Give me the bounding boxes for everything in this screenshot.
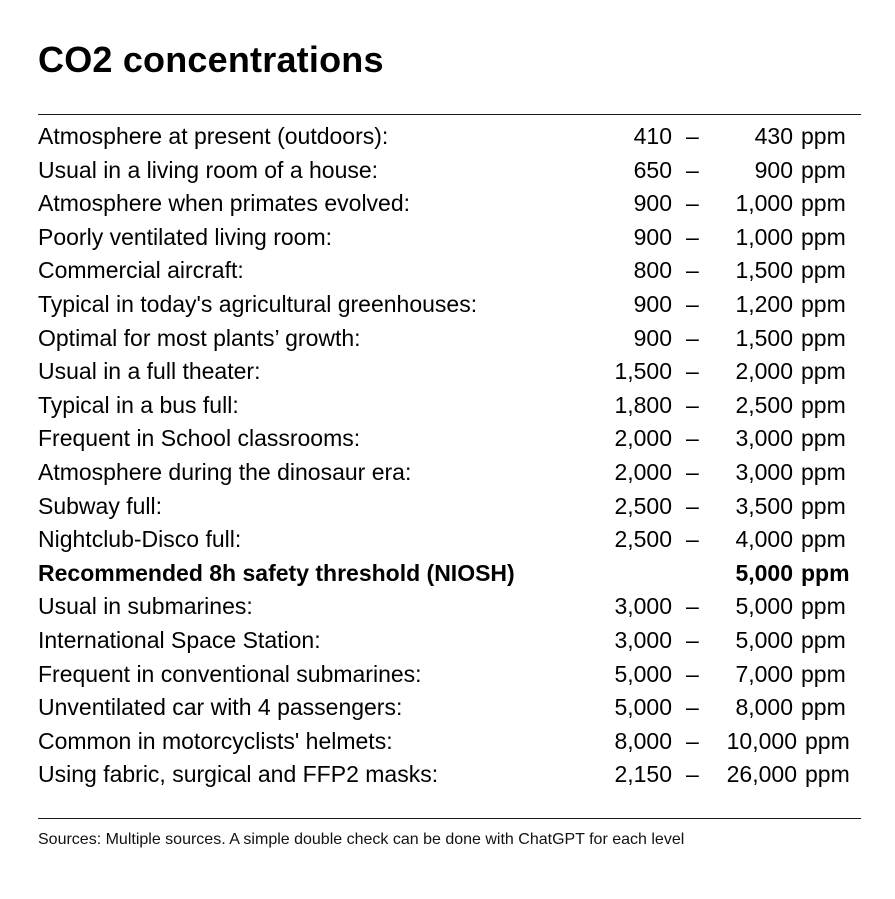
range-low: 1,800 xyxy=(614,391,672,418)
range-high: 2,000 xyxy=(735,358,793,385)
range-high: 8,000 xyxy=(735,694,793,721)
unit-label: ppm xyxy=(801,290,846,317)
table-row xyxy=(0,590,895,624)
range-dash: – xyxy=(686,761,699,788)
range-dash: – xyxy=(686,727,699,754)
row-label: Usual in a full theater: xyxy=(38,358,261,385)
table-row xyxy=(0,120,895,154)
row-label: Optimal for most plants’ growth: xyxy=(38,324,361,351)
table-row xyxy=(0,557,895,591)
range-high: 4,000 xyxy=(735,526,793,553)
table-row xyxy=(0,288,895,322)
range-low: 2,500 xyxy=(614,492,672,519)
table-row xyxy=(0,422,895,456)
range-high: 1,000 xyxy=(735,223,793,250)
range-dash: – xyxy=(686,358,699,385)
range-low: 5,000 xyxy=(614,660,672,687)
range-dash: – xyxy=(686,660,699,687)
unit-label: ppm xyxy=(801,626,846,653)
unit-label: ppm xyxy=(801,492,846,519)
table-row xyxy=(0,691,895,725)
unit-label: ppm xyxy=(801,458,846,485)
bottom-divider xyxy=(38,818,861,819)
range-low: 5,000 xyxy=(614,694,672,721)
range-high: 3,000 xyxy=(735,425,793,452)
range-high: 26,000 xyxy=(726,761,797,788)
range-high: 10,000 xyxy=(726,727,797,754)
table-row xyxy=(0,490,895,524)
row-label: Subway full: xyxy=(38,492,163,519)
range-dash: – xyxy=(686,593,699,620)
range-dash: – xyxy=(686,190,699,217)
range-dash: – xyxy=(686,626,699,653)
row-label: Typical in today's agricultural greenhouses: xyxy=(38,290,478,317)
table-row xyxy=(0,322,895,356)
row-label: Commercial aircraft: xyxy=(38,257,244,284)
range-high: 7,000 xyxy=(735,660,793,687)
row-label: Atmosphere during the dinosaur era: xyxy=(38,458,412,485)
range-low: 650 xyxy=(633,156,672,183)
unit-label: ppm xyxy=(801,358,846,385)
row-label: Frequent in conventional submarines: xyxy=(38,660,422,687)
row-label: Typical in a bus full: xyxy=(38,391,239,418)
range-low: 8,000 xyxy=(614,727,672,754)
range-low: 900 xyxy=(633,290,672,317)
range-high: 5,000 xyxy=(735,593,793,620)
page-title: CO2 concentrations xyxy=(38,39,384,80)
range-low: 410 xyxy=(633,123,672,149)
range-high: 3,500 xyxy=(735,492,793,519)
table-row xyxy=(0,725,895,759)
unit-label: ppm xyxy=(801,123,846,149)
range-low: 3,000 xyxy=(614,626,672,653)
table-row xyxy=(0,221,895,255)
row-label: Frequent in School classrooms: xyxy=(38,425,361,452)
row-label: International Space Station: xyxy=(38,626,321,653)
range-dash: – xyxy=(686,324,699,351)
table-row xyxy=(0,254,895,288)
table-row xyxy=(0,624,895,658)
row-label: Atmosphere when primates evolved: xyxy=(38,190,411,217)
range-dash: – xyxy=(686,123,699,149)
range-high: 3,000 xyxy=(735,458,793,485)
range-dash: – xyxy=(686,425,699,452)
range-dash: – xyxy=(686,257,699,284)
row-label: Poorly ventilated living room: xyxy=(38,223,333,250)
table-row xyxy=(0,154,895,188)
range-high: 430 xyxy=(754,123,793,149)
row-label: Usual in submarines: xyxy=(38,593,253,620)
range-low: 2,150 xyxy=(614,761,672,788)
range-dash: – xyxy=(686,156,699,183)
range-high: 1,200 xyxy=(735,290,793,317)
table-row xyxy=(0,523,895,557)
table-row xyxy=(0,187,895,221)
unit-label: ppm xyxy=(801,156,846,183)
unit-label: ppm xyxy=(801,324,846,351)
range-dash: – xyxy=(686,391,699,418)
table-row xyxy=(0,355,895,389)
unit-label: ppm xyxy=(805,727,850,754)
table-row xyxy=(0,456,895,490)
range-low: 1,500 xyxy=(614,358,672,385)
range-low: 2,500 xyxy=(614,526,672,553)
unit-label: ppm xyxy=(801,694,846,721)
unit-label: ppm xyxy=(801,593,846,620)
range-dash: – xyxy=(686,223,699,250)
unit-label: ppm xyxy=(801,223,846,250)
row-label: Nightclub-Disco full: xyxy=(38,526,242,553)
range-dash: – xyxy=(686,458,699,485)
top-divider xyxy=(38,114,861,115)
unit-label: ppm xyxy=(801,257,846,284)
range-low: 2,000 xyxy=(614,458,672,485)
range-high: 900 xyxy=(754,156,793,183)
range-dash: – xyxy=(686,526,699,553)
unit-label: ppm xyxy=(805,761,850,788)
unit-label: ppm xyxy=(801,425,846,452)
row-label: Common in motorcyclists' helmets: xyxy=(38,727,393,754)
unit-label: ppm xyxy=(801,526,846,553)
range-low: 2,000 xyxy=(614,425,672,452)
table-row xyxy=(0,758,895,792)
range-high: 1,000 xyxy=(735,190,793,217)
row-label: Recommended 8h safety threshold (NIOSH) xyxy=(38,559,515,586)
unit-label: ppm xyxy=(801,190,846,217)
table-row xyxy=(0,389,895,423)
range-high: 5,000 xyxy=(735,559,793,586)
range-high: 2,500 xyxy=(735,391,793,418)
range-high: 5,000 xyxy=(735,626,793,653)
range-dash: – xyxy=(686,290,699,317)
range-low: 3,000 xyxy=(614,593,672,620)
range-low: 900 xyxy=(633,324,672,351)
range-dash: – xyxy=(686,492,699,519)
range-low: 900 xyxy=(633,190,672,217)
source-note: Sources: Multiple sources. A simple double check can be done with ChatGPT for each level xyxy=(38,831,685,848)
unit-label: ppm xyxy=(801,559,850,586)
range-high: 1,500 xyxy=(735,324,793,351)
range-low: 900 xyxy=(633,223,672,250)
range-high: 1,500 xyxy=(735,257,793,284)
range-low: 800 xyxy=(633,257,672,284)
unit-label: ppm xyxy=(801,660,846,687)
row-label: Usual in a living room of a house: xyxy=(38,156,379,183)
row-label: Unventilated car with 4 passengers: xyxy=(38,694,403,721)
row-label: Atmosphere at present (outdoors): xyxy=(38,123,389,149)
row-label: Using fabric, surgical and FFP2 masks: xyxy=(38,761,439,788)
table-row xyxy=(0,658,895,692)
co2-table xyxy=(0,120,895,792)
range-dash: – xyxy=(686,694,699,721)
unit-label: ppm xyxy=(801,391,846,418)
